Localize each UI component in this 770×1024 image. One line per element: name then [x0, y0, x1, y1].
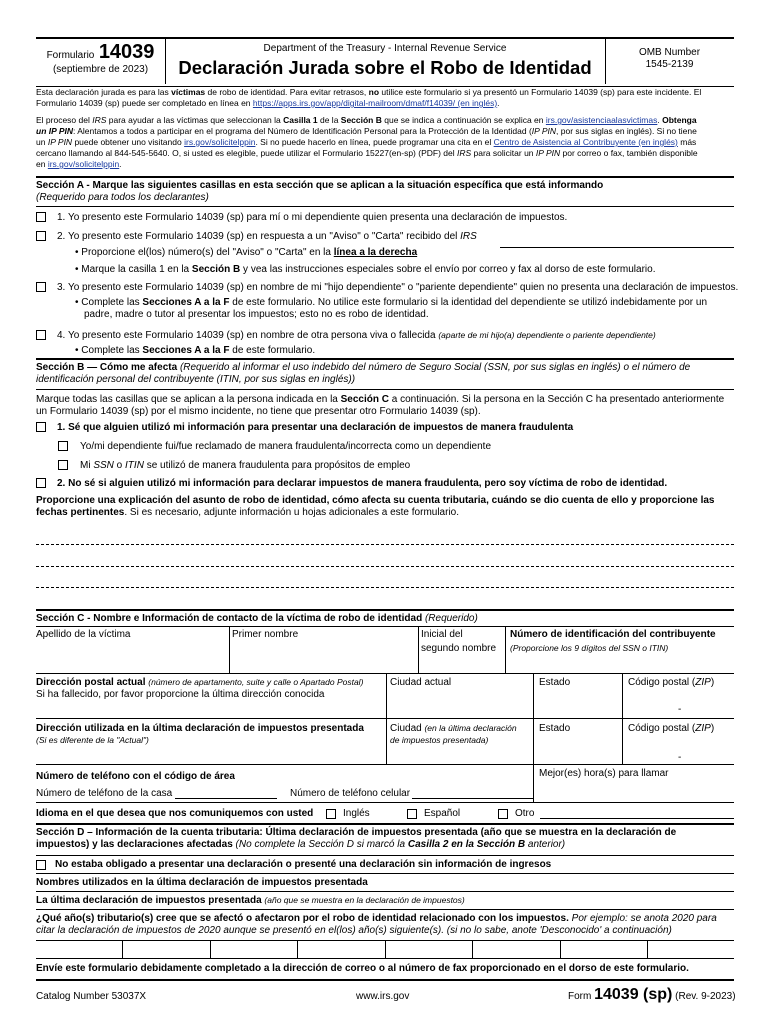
- not-required-label: No estaba obligado a presentar una declaración o presenté una declaración sin información de ingresos: [55, 859, 552, 870]
- section-b-item-1-sub-2: Mi SSN o ITIN se utilizó de manera fraudulenta para propósitos de empleo: [80, 460, 411, 471]
- section-a-item-2-checkbox[interactable]: [36, 231, 46, 241]
- section-b-item-1-sub-1: Yo/mi dependiente fui/fue reclamado de manera fraudulenta/incorrecta como un dependiente: [80, 441, 492, 452]
- last-return-state-field[interactable]: Estado: [539, 723, 571, 734]
- taxpayer-assistance-link[interactable]: Centro de Asistencia al Contribuyente (en inglés): [493, 137, 678, 147]
- section-b-intro: Marque todas las casillas que se aplican a la persona indicada en la Sección C a continuación. Si la persona en la Sección C ha presentado anteriormente un Formulario 14039 (sp) por el mismo incidente, no tiene que presentar otro Formulario 14039 (sp).: [36, 394, 725, 417]
- language-english-checkbox[interactable]: [326, 809, 336, 819]
- form-number-block: [36, 41, 165, 76]
- affected-year-cell-4[interactable]: [298, 940, 386, 958]
- section-b-header: Sección B — Cómo me afecta (Requerido al informar el uso indebido del número de Seguro Social (SSN, por sus siglas en inglés) o el número de identificación personal del contribuyente (ITIN, por sus siglas en inglés)): [36, 362, 691, 385]
- affected-year-cell-8[interactable]: [648, 940, 734, 958]
- affected-year-cell-1[interactable]: [36, 940, 123, 958]
- affected-year-cell-2[interactable]: [123, 940, 211, 958]
- language-english-label: Inglés: [343, 808, 370, 819]
- section-b-item-2-checkbox[interactable]: [36, 478, 46, 488]
- section-a-subtitle: (Requerido para todos los declarantes): [36, 192, 209, 203]
- section-b-item-1: 1. Sé que alguien utilizó mi información para presentar una declaración de impuestos de manera fraudulenta: [57, 422, 574, 433]
- affected-years-grid: [36, 940, 734, 959]
- home-phone-label: Número de teléfono de la casa: [36, 788, 173, 799]
- section-b-item-1-sub-2-checkbox[interactable]: [58, 460, 68, 470]
- language-other-label: Otro: [515, 808, 535, 819]
- section-a-item-1: 1. Yo presento este Formulario 14039 (sp) para mí o mi dependiente quien presenta una declaración de impuestos.: [57, 212, 568, 223]
- form-number: 14039: [98, 41, 155, 63]
- state-field[interactable]: Estado: [539, 677, 571, 688]
- section-b-item-1-checkbox[interactable]: [36, 422, 46, 432]
- section-b-item-2: 2. No sé si alguien utilizó mi información para declarar impuestos de manera fraudulenta, pero soy víctima de robo de identidad.: [57, 478, 668, 489]
- catalog-number: Catalog Number 53037X: [36, 991, 147, 1002]
- footer-url: www.irs.gov: [356, 991, 410, 1002]
- language-other-input[interactable]: [540, 818, 734, 819]
- online-form-link[interactable]: https://apps.irs.gov/app/digital-mailroom/dmaf/f14039/ (en inglés): [252, 98, 498, 108]
- send-instructions: Envíe este formulario debidamente completado a la dirección de correo o al número de fax proporcionado en el dorso de este formulario.: [36, 963, 689, 974]
- section-d-header: Sección D – Información de la cuenta tributaria: Última declaración de impuestos presentada (año que se muestra en la declaración de impuestos) y las declaraciones afectadas (No complete la Sección D si marcó la Casilla 2 en la Sección B anterior): [36, 827, 677, 850]
- language-spanish-label: Español: [424, 808, 461, 819]
- omb-block: [605, 47, 734, 71]
- last-return-zip-field[interactable]: Código postal (ZIP): [628, 723, 715, 734]
- tin-field[interactable]: Número de identificación del contribuyente (Proporcione los 9 dígitos del SSN o ITIN): [510, 629, 716, 653]
- best-hours-field[interactable]: Mejor(es) hora(s) para llamar: [539, 768, 669, 779]
- section-a-item-2-bullet-1: • Proporcione el(los) número(s) del "Aviso" o "Carta" en la línea a la derecha: [75, 247, 418, 258]
- section-a-item-1-checkbox[interactable]: [36, 212, 46, 222]
- last-return-city-field[interactable]: Ciudad (en la última declaración de impuestos presentada): [390, 723, 517, 745]
- section-a-header: [36, 180, 734, 204]
- zip-field[interactable]: Código postal (ZIP): [628, 677, 715, 688]
- affected-year-cell-5[interactable]: [386, 940, 473, 958]
- last-return-address-field[interactable]: Dirección utilizada en la última declaración de impuestos presentada (Si es diferente de la "Actual"): [36, 723, 364, 745]
- intro-paragraph-1: Esta declaración jurada es para las víctimas de robo de identidad. Para evitar retrasos, no utilice este formulario si ya presentó un Formulario 14039 (sp) para este incidente. El Formulario 14039 (sp) puede ser completado en línea en https://apps.irs.gov/app/digital-mailroom/dmaf/f14039/ (en inglés).: [36, 87, 702, 108]
- middle-initial-field[interactable]: Inicial del segundo nombre: [421, 629, 497, 654]
- section-b-explain: Proporcione una explicación del asunto de robo de identidad, cómo afecta su cuenta tributaria, cuándo se dio cuenta de ello y proporcione las fechas pertinentes. Si es necesario, adjunte información u hojas adicionales a este formulario.: [36, 495, 715, 518]
- affected-year-cell-3[interactable]: [211, 940, 298, 958]
- ip-pin-link[interactable]: irs.gov/solicitelppin: [184, 137, 256, 147]
- first-name-field[interactable]: Primer nombre: [232, 629, 299, 640]
- zip-dash: -: [678, 704, 682, 715]
- footer-form-id: Form 14039 (sp) (Rev. 9-2023): [568, 986, 736, 1003]
- language-title: Idioma en el que desea que nos comuniquemos con usted: [36, 808, 314, 819]
- language-other-checkbox[interactable]: [498, 809, 508, 819]
- form-date: (septiembre de 2023): [52, 64, 149, 75]
- ip-pin-link-2[interactable]: irs.gov/solicitelppin: [47, 159, 120, 169]
- explanation-line-3[interactable]: [36, 587, 734, 588]
- section-a-item-4: 4. Yo presento este Formulario 14039 (sp) en nombre de otra persona viva o fallecida (aparte de mi hijo(a) dependiente o pariente dependiente): [57, 330, 656, 341]
- victim-assistance-link[interactable]: irs.gov/asistenciaalasvictimas: [545, 115, 658, 125]
- affected-year-cell-6[interactable]: [473, 940, 561, 958]
- section-a-item-4-bullet-1: • Complete las Secciones A a la F de este formulario.: [75, 345, 316, 356]
- section-b-item-1-sub-1-checkbox[interactable]: [58, 441, 68, 451]
- language-spanish-checkbox[interactable]: [407, 809, 417, 819]
- section-c-title: Sección C - Nombre e Información de contacto de la víctima de robo de identidad (Requerido): [36, 613, 478, 624]
- mailing-address-field[interactable]: Dirección postal actual (número de apartamento, suite y calle o Apartado Postal) Si ha fallecido, por favor proporcione la última dirección conocida: [36, 677, 364, 700]
- form-title: Declaración Jurada sobre el Robo de Identidad: [178, 57, 592, 78]
- section-a-item-3-checkbox[interactable]: [36, 282, 46, 292]
- last-return-year-field[interactable]: La última declaración de impuestos presentada (año que se muestra en la declaración de impuestos): [36, 895, 465, 906]
- affected-year-cell-7[interactable]: [561, 940, 648, 958]
- section-a-item-3: 3. Yo presento este Formulario 14039 (sp) en nombre de mi "hijo dependiente" o "pariente dependiente" quien no presenta una declaración de impuestos.: [57, 282, 739, 293]
- home-phone-input[interactable]: [175, 798, 277, 799]
- section-a-item-3-bullet-1: • Complete las Secciones A a la F de este formulario. No utilice este formulario si la identidad del dependiente se utilizó indebidamente por un padre, madre o tutor al presentar los impuestos; esto no es robo de identidad.: [75, 297, 708, 320]
- not-required-checkbox[interactable]: [36, 860, 46, 870]
- explanation-line-2[interactable]: [36, 566, 734, 567]
- cell-phone-label: Número de teléfono celular: [290, 788, 411, 799]
- names-used-field[interactable]: Nombres utilizados en la última declaración de impuestos presentada: [36, 877, 368, 888]
- phone-title: Número de teléfono con el código de área: [36, 771, 235, 782]
- explanation-line-1[interactable]: [36, 544, 734, 545]
- omb-label: OMB Number: [638, 47, 701, 58]
- omb-number: 1545-2139: [645, 59, 694, 70]
- notice-number-line[interactable]: [500, 247, 734, 248]
- section-a-item-2-bullet-2: • Marque la casilla 1 en la Sección B y vea las instrucciones especiales sobre el envío por correo y fax al dorso de este formulario.: [75, 264, 656, 275]
- last-return-zip-dash: -: [678, 752, 682, 763]
- cell-phone-input[interactable]: [412, 798, 533, 799]
- intro-paragraph-2: El proceso del IRS para ayudar a las víctimas que seleccionan la Casilla 1 de la Sección B que se indica a continuación se explica en irs.gov/asistenciaalasvictimas. Obtenga un IP PIN: Alentamos a todos a participar en el programa del Número de Identificación Personal para la Protección de la Identidad (IP PIN, por sus siglas en inglés). Si no tiene un IP PIN puede obtener uno visitando irs.gov/solicitelppin. Si no puede hacerlo en línea, puede programar una cita en el Centro de Asistencia al Contribuyente (en inglés) más cercano llamando al 844-545-5640. O, si usted es elegible, puede utilizar el Formulario 15227(en-sp) (PDF) del IRS para solicitar un IP PIN por correo o fax, también disponible en irs.gov/solicitelppin.: [36, 115, 698, 169]
- section-a-item-2: 2. Yo presento este Formulario 14039 (sp) en respuesta a un "Aviso" o "Carta" recibido del IRS: [57, 231, 477, 242]
- section-a-item-4-checkbox[interactable]: [36, 330, 46, 340]
- agency-name: Department of the Treasury - Internal Revenue Service: [263, 43, 507, 54]
- affected-years-question: ¿Qué año(s) tributario(s) cree que se afectó o afectaron por el robo de identidad relacionado con los impuestos. Por ejemplo: se anota 2020 para citar la declaración de impuestos de 2020 aunque se presentó en el(los) año(s) siguiente(s). (si no lo sabe, anote 'Desconocido' a continuación): [36, 913, 717, 936]
- last-name-field[interactable]: Apellido de la víctima: [36, 629, 131, 640]
- form-label: Formulario: [46, 50, 95, 61]
- city-field[interactable]: Ciudad actual: [390, 677, 452, 688]
- section-a-title: Sección A - Marque las siguientes casillas en esta sección que se aplican a la situación específica que está informando: [36, 180, 604, 191]
